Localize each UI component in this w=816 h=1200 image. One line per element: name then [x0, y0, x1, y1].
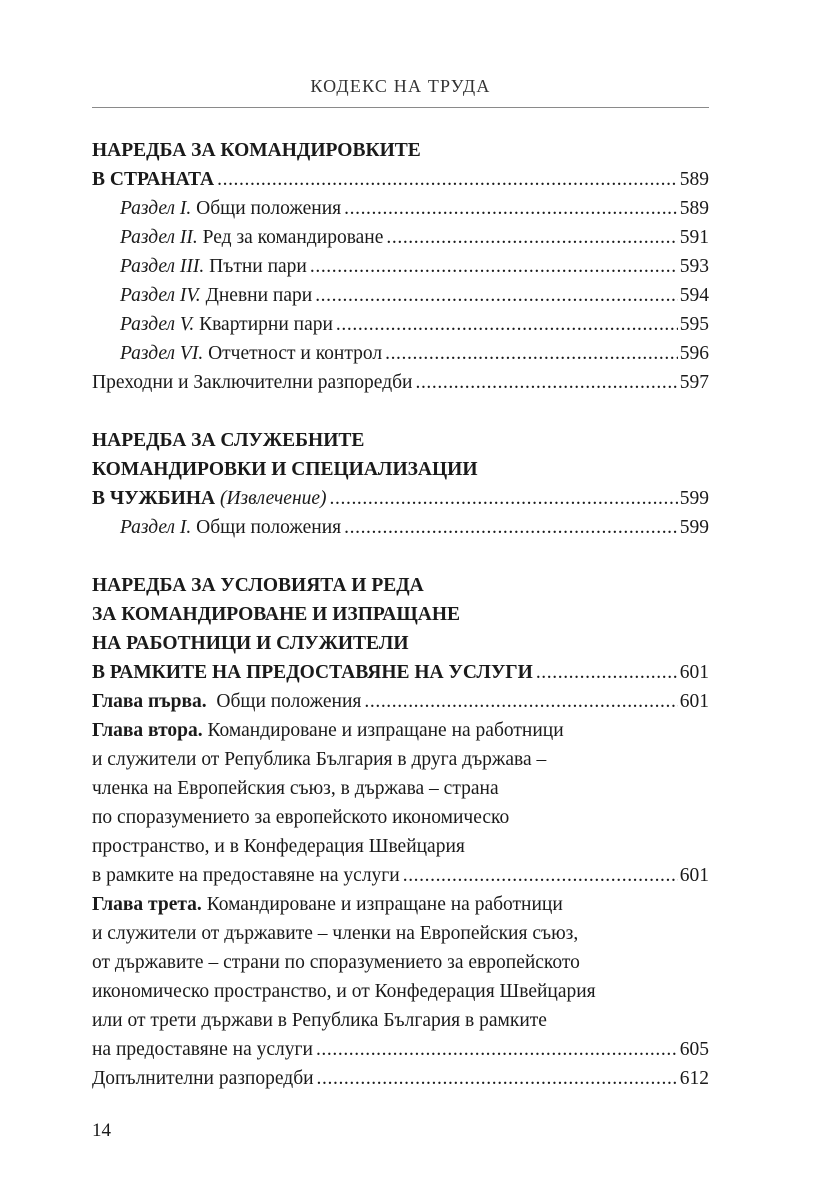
- subsection-text: Квартирни пари: [199, 314, 333, 335]
- chapter-text-line: пространство, и в Конфедерация Швейцария: [92, 836, 465, 857]
- section-title-line: НАРЕДБА ЗА СЛУЖЕБНИТЕ: [92, 430, 365, 451]
- page-ref: 605: [679, 1039, 709, 1060]
- subsection-label: Раздел V.: [120, 314, 195, 335]
- dot-leader: [536, 658, 678, 687]
- subsection-text: Пътни пари: [209, 256, 307, 277]
- subsection-label: Раздел IV.: [120, 285, 201, 306]
- section-title-line: НАРЕДБА ЗА КОМАНДИРОВКИТЕ: [92, 140, 421, 161]
- dot-leader: [364, 687, 677, 716]
- chapter-text-line: в рамките на предоставяне на услуги: [92, 865, 400, 886]
- toc-entry-subsection[interactable]: [92, 513, 709, 542]
- section-note: (Извлечение): [219, 488, 327, 509]
- subsection-text: Общи положения: [196, 198, 342, 219]
- dot-leader: [344, 194, 678, 223]
- toc-entry-section-1[interactable]: [92, 165, 709, 194]
- subsection-label: Раздел VI.: [120, 343, 204, 364]
- dot-leader: [217, 165, 678, 194]
- subsection-label: Раздел III.: [120, 256, 205, 277]
- chapter-text: Общи положения: [216, 691, 362, 712]
- section-spacer: [92, 397, 709, 426]
- section-title-line: ЗА КОМАНДИРОВАНЕ И ИЗПРАЩАНЕ: [92, 604, 461, 625]
- page-ref: 595: [679, 314, 709, 335]
- subsection-label: Раздел I.: [120, 198, 192, 219]
- table-of-contents: [92, 136, 709, 1093]
- toc-entry-supplementary[interactable]: [92, 1064, 709, 1093]
- page-ref: 599: [679, 488, 709, 509]
- section-title-line: В ЧУЖБИНА: [92, 488, 216, 509]
- dot-leader: [315, 281, 678, 310]
- subsection-text: Дневни пари: [205, 285, 313, 306]
- chapter-text-line: от държавите – страни по споразумението за европейското: [92, 952, 580, 973]
- page-ref: 599: [679, 517, 709, 538]
- toc-entry-chapter-2[interactable]: [92, 716, 709, 890]
- toc-entry-provisions[interactable]: [92, 368, 709, 397]
- dot-leader: [344, 513, 678, 542]
- toc-entry-section-3[interactable]: [92, 658, 709, 687]
- chapter-text-line: и служители от Република България в друга държава –: [92, 749, 547, 770]
- chapter-text-line: икономическо пространство, и от Конфедерация Швейцария: [92, 981, 596, 1002]
- subsection-text: Отчетност и контрол: [208, 343, 383, 364]
- page-ref: 593: [679, 256, 709, 277]
- subsection-label: Раздел I.: [120, 517, 192, 538]
- page-ref: 589: [679, 198, 709, 219]
- page-ref: 597: [679, 372, 709, 393]
- toc-entry-subsection[interactable]: [92, 223, 709, 252]
- page-ref: 612: [679, 1068, 709, 1089]
- dot-leader: [317, 1064, 678, 1093]
- subsection-text: Ред за командироване: [202, 227, 384, 248]
- section-title-line: НА РАБОТНИЦИ И СЛУЖИТЕЛИ: [92, 633, 409, 654]
- dot-leader: [336, 310, 678, 339]
- toc-entry-subsection[interactable]: [92, 339, 709, 368]
- section-title-line: КОМАНДИРОВКИ И СПЕЦИАЛИЗАЦИИ: [92, 459, 478, 480]
- chapter-text-line: или от трети държави в Република България в рамките: [92, 1010, 547, 1031]
- page-number: 14: [92, 1120, 111, 1141]
- page-ref: 601: [679, 691, 709, 712]
- chapter-text-line: членка на Европейския съюз, в държава – страна: [92, 778, 499, 799]
- running-head-title: КОДЕКС НА ТРУДА: [310, 76, 491, 96]
- section-title-line: В СТРАНАТА: [92, 169, 215, 190]
- page-ref: 594: [679, 285, 709, 306]
- subsection-label: Раздел II.: [120, 227, 198, 248]
- chapter-label: Глава трета.: [92, 894, 202, 915]
- section-title-line: В РАМКИТЕ НА ПРЕДОСТАВЯНЕ НА УСЛУГИ: [92, 662, 533, 683]
- dot-leader: [330, 484, 678, 513]
- toc-entry-subsection[interactable]: [92, 252, 709, 281]
- header-rule: [92, 107, 709, 108]
- page-ref: 601: [679, 865, 709, 886]
- page-ref: 601: [679, 662, 709, 683]
- toc-entry-chapter-1[interactable]: [92, 687, 709, 716]
- chapter-text-line: Командироване и изпращане на работници: [206, 894, 563, 915]
- provisions-text: Допълнителни разпоредби: [92, 1068, 314, 1089]
- dot-leader: [310, 252, 678, 281]
- dot-leader: [403, 861, 678, 890]
- toc-entry-subsection[interactable]: [92, 194, 709, 223]
- page-ref: 591: [679, 227, 709, 248]
- provisions-text: Преходни и Заключителни разпоредби: [92, 372, 413, 393]
- section-spacer: [92, 542, 709, 571]
- chapter-text-line: и служители от държавите – членки на Европейския съюз,: [92, 923, 579, 944]
- page-ref: 589: [679, 169, 709, 190]
- dot-leader: [385, 339, 678, 368]
- section-title-line: НАРЕДБА ЗА УСЛОВИЯТА И РЕДА: [92, 575, 424, 596]
- chapter-text-line: по споразумението за европейското икономическо: [92, 807, 510, 828]
- page-ref: 596: [679, 343, 709, 364]
- toc-entry-section-2[interactable]: [92, 484, 709, 513]
- chapter-text-line: Командироване и изпращане на работници: [207, 720, 564, 741]
- chapter-label: Глава втора.: [92, 720, 203, 741]
- toc-entry-subsection[interactable]: [92, 310, 709, 339]
- chapter-label: Глава първа.: [92, 691, 207, 712]
- dot-leader: [415, 368, 677, 397]
- toc-entry-subsection[interactable]: [92, 281, 709, 310]
- dot-leader: [386, 223, 677, 252]
- subsection-text: Общи положения: [196, 517, 342, 538]
- toc-entry-chapter-3[interactable]: [92, 890, 709, 1064]
- dot-leader: [316, 1035, 678, 1064]
- chapter-text-line: на предоставяне на услуги: [92, 1039, 313, 1060]
